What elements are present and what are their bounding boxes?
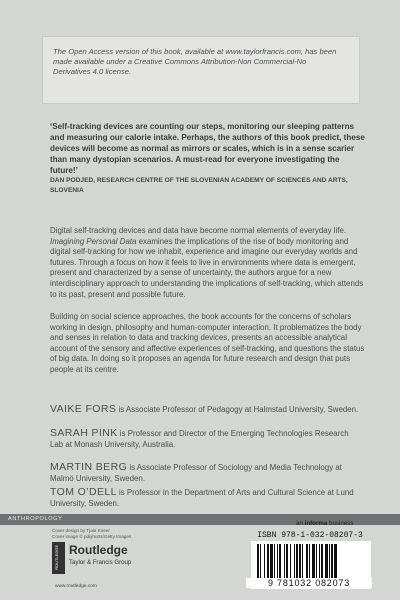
informa-suffix: business	[327, 520, 354, 527]
author-name: MARTIN BERG	[50, 461, 128, 473]
informa-business	[296, 520, 353, 527]
author-bio-text: is Associate Professor of Pedagogy at Halmstad University, Sweden.	[116, 405, 359, 414]
routledge-logo-icon	[52, 542, 65, 574]
description-text: examines the implications of the rise of body monitoring and digital self-tracking for how we inhabit, experience and imagine our everyday worlds and futures. Through a focus on how it feels to live in environments where data is emergent, present and characterized by a sense of uncertainty, the authors argue for a new interdisciplinary approach to understanding the implications of self-tracking, which attends to its past, present and possible future.	[50, 236, 364, 299]
publisher-group: Taylor & Francis Group	[69, 559, 132, 566]
author-bio	[50, 462, 362, 484]
endorsement-attribution: DAN PODJED, RESEARCH CENTRE OF THE SLOVENIAN ACADEMY OF SCIENCES AND ARTS, SLOVENIA	[50, 177, 348, 194]
publisher-url: www.routledge.com	[55, 584, 97, 589]
author-bio-text: is Professor and Director of the Emerging Technologies Research Lab at Monash University, Australia.	[50, 429, 349, 449]
cover-credits	[52, 528, 131, 540]
author-bio-text: is Associate Professor of Sociology and Media Technology at Malmö University, Sweden.	[50, 463, 342, 483]
author-bio	[50, 428, 362, 450]
credit-image: Cover image © pdiyhurts/Getty Images	[52, 534, 132, 540]
author-bio-text: is Professor in the Department of Arts and Cultural Science at Lund University, Sweden.	[50, 488, 354, 508]
routledge-logo-text: ROUTLEDGE	[54, 545, 59, 570]
description-text: Digital self-tracking devices and data have become normal elements of everyday life.	[50, 226, 347, 235]
description-paragraph-1	[50, 226, 365, 300]
author-name: VAIKE FORS	[50, 403, 117, 415]
subject-label: ANTHROPOLOGY	[8, 516, 63, 522]
informa-word: informa	[304, 520, 328, 527]
publisher-name: Routledge	[69, 543, 128, 557]
author-bio	[50, 404, 362, 416]
informa-prefix: an	[296, 520, 305, 527]
endorsement-quote: ‘Self-tracking devices are counting our steps, monitoring our sleeping patterns and measuring our calorie intake. Perhaps, the authors of this book predict, these devices will become as normal as mirrors or scales, which is in a sense scarier than many dystopian scenarios. A must-read for everyone investigating the future!’	[50, 122, 365, 176]
book-title: Imagining Personal Data	[50, 236, 137, 246]
author-name: TOM O’DELL	[50, 486, 117, 498]
description-paragraph-2: Building on social science approaches, the book accounts for the concerns of scholars working in design, philosophy and human-computer interaction. It problematizes the body and senses in relation to data and tracking devices, presents an accessible analytical account of the sensory and affective experiences of self-tracking, and questions the status of big data. In doing so it proposes an agenda for future research and design that puts people at its centre.	[50, 312, 365, 374]
open-access-notice: The Open Access version of this book, available at www.taylorfrancis.com, has been made available under a Creative Commons Attribution-Non Commercial-No Derivatives 4.0 license.	[53, 47, 337, 77]
isbn-label: ISBN 978-1-032-08207-3	[257, 531, 363, 540]
barcode-number: 9 781032 082073	[246, 578, 372, 588]
author-bio	[50, 487, 362, 509]
open-access-notice-box	[42, 36, 360, 104]
author-name: SARAH PINK	[50, 427, 118, 439]
credit-design: Cover design by Tjala Kneer	[52, 528, 110, 533]
